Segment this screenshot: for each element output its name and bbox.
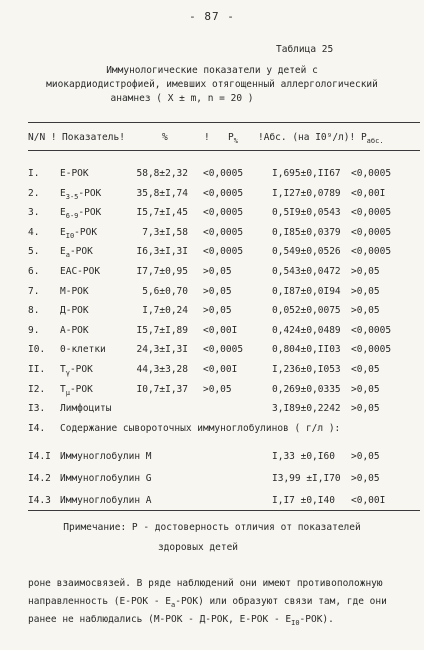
paragraph-line-2: направленность $(Е-РОК - Е_а-РОК)$ или образуют связи там, где они: [28, 596, 387, 609]
note-line-2: здоровых детей: [157, 542, 239, 553]
p-percent-value: <0,0005: [203, 246, 244, 258]
absolute-value: I,I27±0,0789: [272, 187, 341, 199]
indicator-base: Е-РОК: [60, 168, 89, 179]
p-absolute-value: <0,0005: [351, 344, 392, 356]
row-number: I4.I: [28, 450, 51, 462]
percent-value: I5,7±I,89: [136, 324, 188, 336]
header-p-percent: $P_{\%}$: [228, 132, 238, 145]
indicator-name: Иммуноглобулин А: [60, 494, 152, 506]
indicator-name: [60, 305, 89, 318]
indicator-base: Е: [60, 187, 66, 199]
table-row: [0, 168, 424, 186]
indicator-subscript: 6-9: [65, 212, 79, 221]
indicator-base: Лимфоциты: [60, 403, 112, 415]
row-number: 2.: [28, 187, 40, 199]
row-number: 6.: [28, 266, 40, 277]
indicator-name: [60, 364, 93, 377]
absolute-value: 0,I85±0,0379: [272, 226, 341, 238]
indicator-name: [60, 344, 106, 357]
absolute-value: I,I7 ±0,I40: [272, 494, 335, 506]
table-row: [0, 188, 424, 206]
table-row: [0, 364, 424, 382]
p-percent-value: >0,05: [203, 285, 232, 297]
indicator-suffix: -РОК: [74, 226, 98, 238]
indicator-suffix: -РОК: [78, 207, 102, 219]
page-number: - 87 -: [189, 10, 235, 23]
table-bottom-rule: [28, 510, 420, 511]
p-absolute-value: >0,05: [351, 472, 380, 484]
p-absolute-value: >0,05: [351, 305, 380, 317]
percent-value: 35,8±I,74: [136, 187, 188, 199]
table-title-line-1: Иммунологические показатели у детей с: [106, 65, 318, 76]
header-separator: !: [204, 132, 210, 143]
p-absolute-value: >0,05: [351, 285, 380, 297]
p-percent-value: >0,05: [203, 383, 232, 395]
indicator-base: ЕАС-РОК: [60, 266, 101, 277]
indicator-name: [60, 325, 89, 338]
absolute-value: 0,052±0,0075: [272, 305, 341, 317]
indicator-name: [60, 403, 111, 416]
table-row: [0, 266, 424, 284]
section-label: Содержание сывороточных иммуноглобулинов ( г/л ):: [60, 422, 341, 434]
header-indicator: Показатель!: [62, 132, 125, 143]
percent-value: 44,3±3,28: [136, 364, 188, 375]
indicator-base: Е: [60, 246, 66, 258]
row-number: I.: [28, 168, 40, 179]
indicator-base: Д-РОК: [60, 305, 89, 317]
row-number: I4.: [28, 422, 46, 434]
p-absolute-value: <0,0005: [351, 207, 392, 219]
absolute-value: 0,804±0,II03: [272, 344, 341, 356]
absolute-value: 3,I89±0,2242: [272, 403, 341, 415]
indicator-suffix: -РОК: [69, 364, 93, 375]
header-num: N/N !: [28, 132, 57, 143]
indicator-name: [60, 227, 97, 240]
table-label: Таблица 25: [276, 44, 334, 55]
absolute-value: I3,99 ±I,I70: [272, 472, 341, 484]
percent-value: I0,7±I,37: [136, 383, 188, 395]
indicator-base: Е: [60, 207, 66, 219]
indicator-subscript: I0: [65, 231, 75, 240]
row-number: I3.: [28, 403, 46, 415]
section-row: [0, 423, 424, 441]
p-percent-value: <0,0005: [203, 187, 244, 199]
absolute-value: 0,I87±0,0I94: [272, 285, 341, 297]
p-percent-value: <0,00I: [203, 324, 238, 336]
header-p-absolute: !Абс. (на I0⁹/л)! $P_{абс.}$: [258, 132, 384, 145]
indicator-base: Е: [60, 226, 66, 238]
note-line-1: Примечание: Р - достоверность отличия от показателей: [63, 522, 361, 533]
p-absolute-value: >0,05: [351, 266, 380, 277]
row-number: I0.: [28, 344, 46, 356]
paragraph-line-3: ранее не наблюдались (М-РОК - Д-РОК, $Е-РОК - Е_{I0}-РОК$).: [28, 614, 334, 627]
p-percent-value: <0,00I: [203, 364, 238, 375]
row-number: 7.: [28, 285, 40, 297]
header-percent: %: [162, 132, 168, 143]
table-row: [0, 305, 424, 323]
indicator-name: [60, 207, 101, 220]
row-number: 9.: [28, 324, 40, 336]
percent-value: 24,3±I,3I: [136, 344, 188, 356]
indicator-subscript: γ: [65, 368, 70, 377]
indicator-base: А-РОК: [60, 324, 89, 336]
p-percent-value: <0,0005: [203, 226, 244, 238]
row-number: 8.: [28, 305, 40, 317]
percent-value: 5,6±0,70: [142, 285, 188, 297]
indicator-subscript: μ: [65, 388, 70, 397]
table-row: [0, 207, 424, 225]
row-number: I2.: [28, 383, 46, 395]
row-number: I4.3: [28, 494, 51, 506]
percent-value: 58,8±2,32: [136, 168, 188, 179]
table-row: [0, 403, 424, 421]
row-number: 5.: [28, 246, 40, 258]
table-row: [0, 473, 424, 491]
p-absolute-value: <0,0005: [351, 246, 392, 258]
absolute-value: I,236±0,I053: [272, 364, 341, 375]
p-absolute-value: <0,00I: [351, 187, 386, 199]
table-top-rule: [28, 122, 420, 123]
indicator-name: Иммуноглобулин G: [60, 472, 152, 484]
percent-value: I5,7±I,45: [136, 207, 188, 219]
p-absolute-value: <0,0005: [351, 226, 392, 238]
indicator-suffix: -РОК: [69, 246, 93, 258]
percent-value: 7,3±I,58: [142, 226, 188, 238]
absolute-value: 0,424±0,0489: [272, 324, 341, 336]
table-row: [0, 227, 424, 245]
indicator-base: Т: [60, 383, 66, 395]
indicator-suffix: -РОК: [78, 187, 102, 199]
absolute-value: I,695±0,II67: [272, 168, 341, 179]
p-absolute-value: <0,00I: [351, 494, 386, 506]
absolute-value: 0,269±0,0335: [272, 383, 341, 395]
row-number: I4.2: [28, 472, 51, 484]
p-absolute-value: <0,0005: [351, 168, 392, 179]
indicator-name: [60, 384, 93, 397]
row-number: 4.: [28, 226, 40, 238]
percent-value: I,7±0,24: [142, 305, 188, 317]
p-absolute-value: <0,0005: [351, 324, 392, 336]
absolute-value: 0,543±0,0472: [272, 266, 341, 277]
p-percent-value: <0,0005: [203, 168, 244, 179]
absolute-value: I,33 ±0,I60: [272, 450, 335, 462]
indicator-suffix: -РОК: [69, 383, 93, 395]
p-absolute-value: >0,05: [351, 383, 380, 395]
indicator-name: [60, 188, 101, 201]
p-percent-value: >0,05: [203, 266, 232, 277]
table-row: [0, 286, 424, 304]
indicator-name: [60, 246, 93, 259]
indicator-name: Иммуноглобулин М: [60, 450, 152, 462]
row-number: 3.: [28, 207, 40, 219]
indicator-name: [60, 168, 89, 181]
table-title-line-2: миокардиодистрофией, имевших отягощенный аллергологический: [46, 79, 378, 90]
absolute-value: 0,549±0,0526: [272, 246, 341, 258]
p-percent-value: <0,0005: [203, 344, 244, 356]
p-absolute-value: >0,05: [351, 450, 380, 462]
p-absolute-value: >0,05: [351, 403, 380, 415]
indicator-base: 0-клетки: [60, 344, 106, 356]
p-percent-value: <0,0005: [203, 207, 244, 219]
indicator-base: М-РОК: [60, 285, 89, 297]
indicator-base: Т: [60, 364, 66, 375]
table-row: [0, 325, 424, 343]
table-row: [0, 246, 424, 264]
percent-value: I6,3±I,3I: [136, 246, 188, 258]
table-row: [0, 451, 424, 469]
p-absolute-value: <0,05: [351, 364, 380, 375]
absolute-value: 0,5I9±0,0543: [272, 207, 341, 219]
header-bottom-rule: [28, 150, 420, 151]
percent-value: I7,7±0,95: [136, 266, 188, 277]
row-number: II.: [28, 364, 46, 375]
paragraph-line-1: роне взаимосвязей. В ряде наблюдений они имеют противоположную: [28, 578, 383, 589]
indicator-subscript: а: [65, 251, 70, 260]
indicator-name: [60, 266, 100, 279]
table-row: [0, 344, 424, 362]
indicator-subscript: 3-5: [65, 192, 79, 201]
table-row: [0, 384, 424, 402]
p-percent-value: >0,05: [203, 305, 232, 317]
table-title-line-3: анамнез ( X ± m, n = 20 ): [110, 93, 254, 104]
indicator-name: [60, 286, 89, 299]
